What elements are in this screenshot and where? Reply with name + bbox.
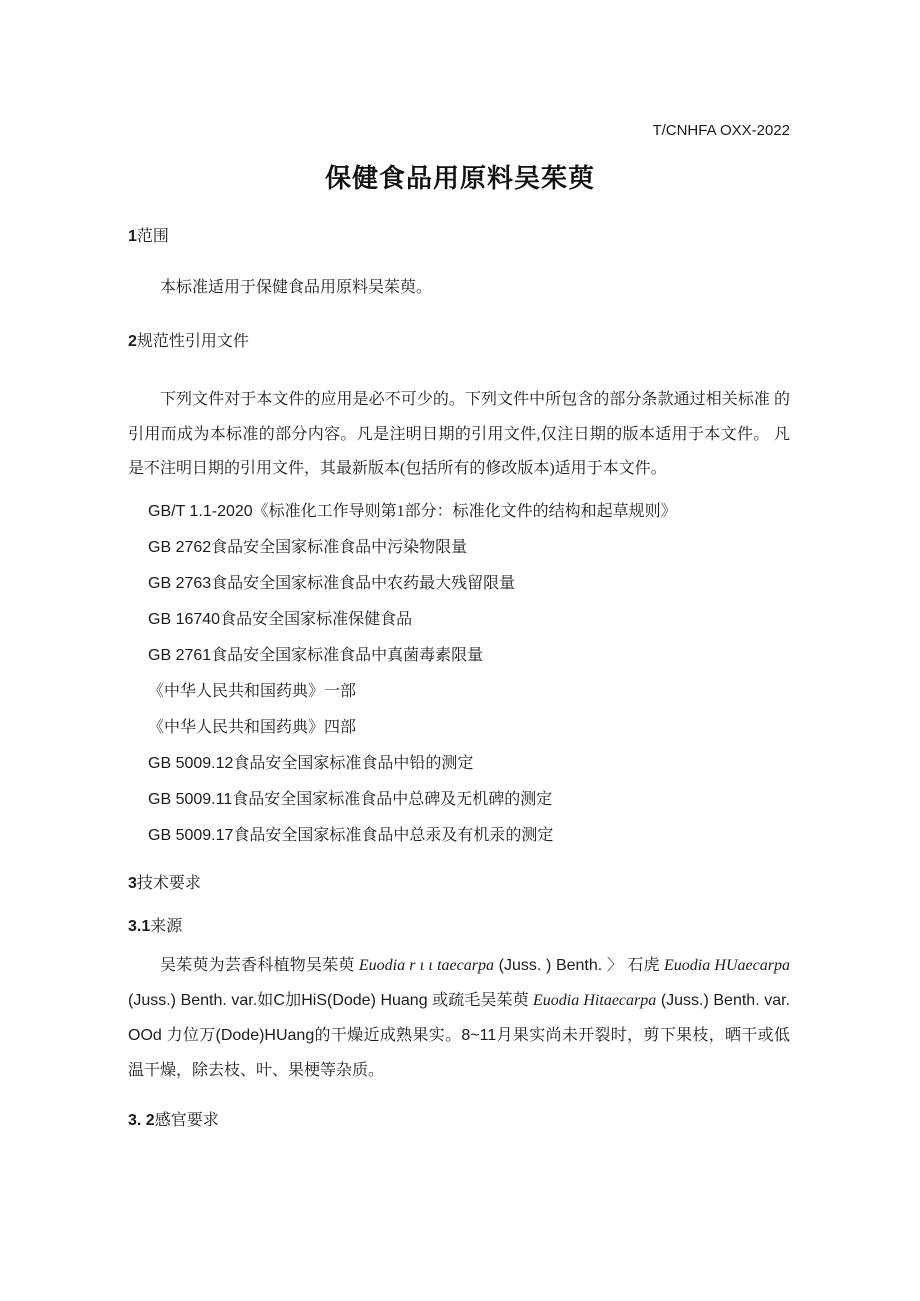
source-text: 的干燥近成熟果实。 (314, 1027, 462, 1044)
reference-code: GB 16740 (148, 611, 221, 628)
section-heading-sensory (128, 1111, 219, 1131)
source-text: 或疏毛吴茱萸 (432, 992, 534, 1009)
section-label: 感官要求 (154, 1112, 219, 1129)
reference-title: 《中华人民共和国药典》四部 (148, 719, 357, 736)
reference-code: GB/T 1.1-2020 (148, 503, 253, 520)
doc-title: 保健食品用原料吴茱萸 (324, 163, 595, 193)
reference-list (148, 494, 790, 854)
reference-item (148, 638, 790, 674)
botanist-abbrev: (Juss.) Benth. var. OOd (128, 992, 790, 1044)
species-name: Euodia r ι ι taecarpa (358, 957, 494, 974)
reference-title: 食品安全国家标准食品中总碑及无机碑的测定 (232, 791, 553, 808)
reference-item (148, 602, 790, 638)
reference-code: GB 2762 (148, 539, 212, 556)
reference-code: GB 5009.12 (148, 755, 234, 772)
species-name: Euodia HUaecarpa (663, 957, 790, 974)
source-text: 力位万 (166, 1027, 216, 1044)
reference-title: 食品安全国家标准食品中总汞及有机汞的测定 (233, 827, 554, 844)
reference-title: 食品安全国家标准保健食品 (220, 611, 413, 628)
reference-item (148, 818, 790, 854)
section-label: 范围 (136, 228, 169, 245)
section-heading-tech (128, 874, 201, 894)
doc-number: T/CNHFA OXX-2022 (652, 122, 790, 139)
refs-intro-paragraph: 下列文件对于本文件的应用是必不可少的。下列文件中所包含的部分条款通过相关标准 的引用而成为本标准的部分内容。凡是注明日期的引用文件,仅注日期的版本适用于本文件。 凡是不注明日期的引用文件，其最新版本(包括所有的修改版本)适用于本文件。 (128, 391, 790, 477)
section-heading-refs (128, 332, 249, 352)
section-number: 3. 2 (128, 1112, 155, 1129)
species-name: Euodia Hitaecarpa (533, 992, 657, 1009)
reference-title: 食品安全国家标准食品中真菌毒素限量 (211, 647, 484, 664)
section-number: 3 (128, 875, 137, 892)
reference-title: 《中华人民共和国药典》一部 (148, 683, 357, 700)
section-heading-scope (128, 227, 169, 247)
source-text: 月果实尚未开裂时，剪下果枝，晒干或低 温干燥，除去枝、叶、果梗等杂质。 (128, 1027, 790, 1079)
section-label: 规范性引用文件 (136, 333, 249, 350)
source-paragraph (128, 948, 790, 1088)
section-label: 来源 (150, 918, 183, 935)
reference-item (148, 710, 790, 746)
reference-code: GB 5009.11 (148, 791, 233, 808)
section-number: 1 (128, 228, 137, 245)
reference-item (148, 530, 790, 566)
reference-item (148, 566, 790, 602)
reference-item (148, 494, 790, 530)
section-number: 2 (128, 333, 137, 350)
section-label: 技术要求 (136, 875, 201, 892)
reference-code: GB 2763 (148, 575, 212, 592)
reference-item (148, 782, 790, 818)
month-range: 8~11 (461, 1027, 497, 1044)
botanist-abbrev: (Dode)HUang (215, 1027, 315, 1044)
scope-paragraph: 本标准适用于保健食品用原料吴茱萸。 (160, 279, 433, 296)
reference-title: 食品安全国家标准食品中铅的测定 (233, 755, 474, 772)
botanist-abbrev: (Juss.) Benth. var.如C加HiS(Dode) Huang (128, 992, 433, 1009)
reference-title: 《标准化工作导则第1部分：标准化文件的结构和起草规则》 (252, 503, 677, 520)
section-heading-source (128, 917, 182, 937)
section-number: 3.1 (128, 918, 151, 935)
reference-title: 食品安全国家标准食品中农药最大残留限量 (211, 575, 516, 592)
reference-code: GB 5009.17 (148, 827, 234, 844)
reference-item (148, 674, 790, 710)
reference-code: GB 2761 (148, 647, 212, 664)
reference-item (148, 746, 790, 782)
reference-title: 食品安全国家标准食品中污染物限量 (211, 539, 468, 556)
botanist-abbrev: (Juss. ) Benth. (493, 957, 607, 974)
source-text: 吴茱萸为芸香科植物吴茱萸 (160, 957, 359, 974)
source-text: 〉 石虎 (606, 957, 664, 974)
